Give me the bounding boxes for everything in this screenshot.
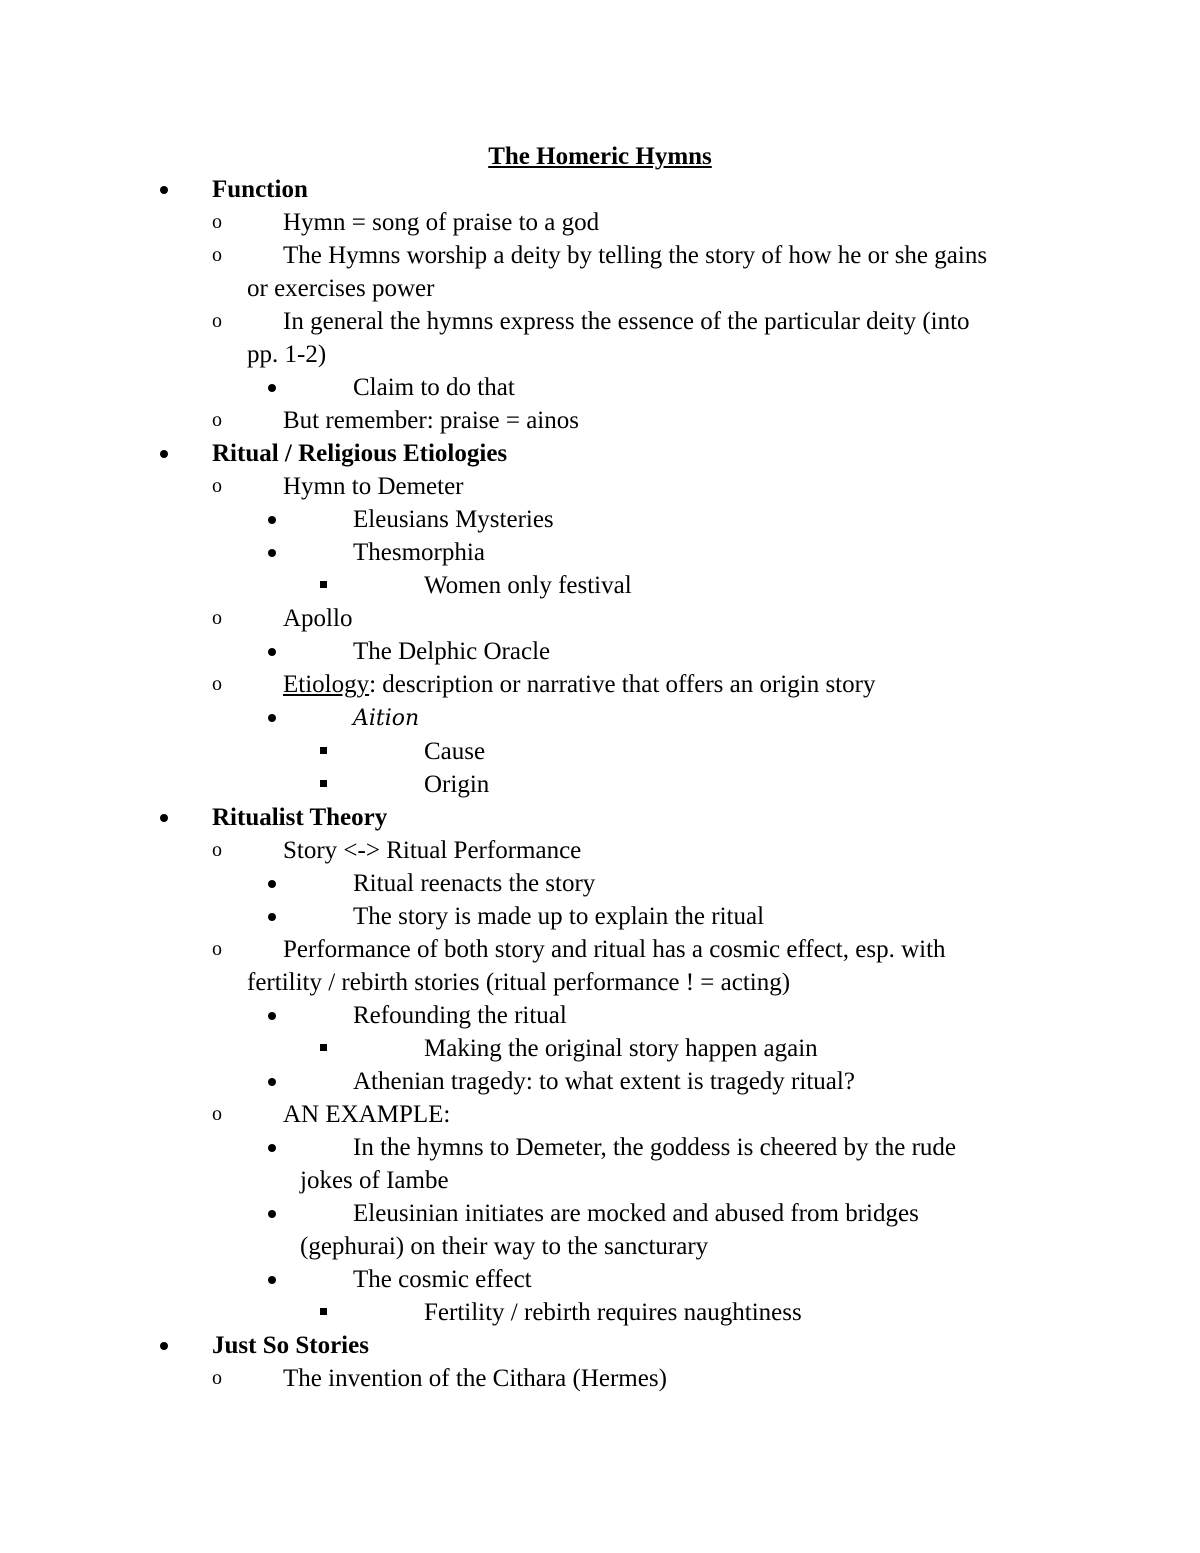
circle-bullet-icon: o xyxy=(212,244,222,266)
list-item xyxy=(0,834,1200,867)
list-item xyxy=(0,999,1200,1032)
circle-bullet-icon: o xyxy=(212,409,222,431)
bullet-icon xyxy=(266,503,278,536)
item-text: Aition xyxy=(353,706,420,731)
section-heading xyxy=(0,801,1200,834)
list-item xyxy=(0,701,1200,735)
item-text-continued: fertility / rebirth stories (ritual performance ! = acting) xyxy=(247,969,791,996)
item-text: Athenian tragedy: to what extent is tragedy ritual? xyxy=(353,1068,855,1095)
list-item xyxy=(0,503,1200,536)
list-item xyxy=(0,668,1200,701)
square-bullet-icon xyxy=(318,569,330,602)
section-heading xyxy=(0,1329,1200,1362)
item-text: Women only festival xyxy=(424,572,632,599)
list-item xyxy=(0,206,1200,239)
list-item xyxy=(0,536,1200,569)
list-item xyxy=(0,768,1200,801)
item-text: Eleusians Mysteries xyxy=(353,506,554,533)
list-item xyxy=(0,602,1200,635)
square-bullet-icon xyxy=(318,1296,330,1329)
item-text: Ritual / Religious Etiologies xyxy=(212,440,508,467)
item-text: But remember: praise = ainos xyxy=(283,407,579,434)
item-text-continued: (gephurai) on their way to the sancturary xyxy=(300,1233,709,1260)
item-text: Cause xyxy=(424,738,486,765)
list-item xyxy=(0,404,1200,437)
list-item xyxy=(0,1362,1200,1395)
list-item xyxy=(0,1197,1200,1263)
item-text: Ritual reenacts the story xyxy=(353,870,596,897)
bullet-icon xyxy=(266,900,278,933)
item-text: The Hymns worship a deity by telling the story of how he or she gains xyxy=(283,242,988,269)
bullet-icon xyxy=(266,999,278,1032)
section-heading xyxy=(0,437,1200,470)
item-text-continued: or exercises power xyxy=(247,275,435,302)
term: Etiology xyxy=(283,671,370,698)
item-text: Origin xyxy=(424,771,490,798)
list-item xyxy=(0,1296,1200,1329)
item-text: In general the hymns express the essence of the particular deity (into xyxy=(283,308,970,335)
item-text: The invention of the Cithara (Hermes) xyxy=(283,1365,667,1392)
square-bullet-icon xyxy=(318,1032,330,1065)
circle-bullet-icon: o xyxy=(212,211,222,233)
bullet-icon xyxy=(156,1329,170,1362)
circle-bullet-icon: o xyxy=(212,1367,222,1389)
bullet-icon xyxy=(266,867,278,900)
outline-list xyxy=(0,173,1200,1395)
item-text: Eleusinian initiates are mocked and abused from bridges xyxy=(353,1200,919,1227)
item-text: Hymn = song of praise to a god xyxy=(283,209,600,236)
item-text: Fertility / rebirth requires naughtiness xyxy=(424,1299,802,1326)
list-item xyxy=(0,1131,1200,1197)
item-text-continued: pp. 1-2) xyxy=(247,341,327,368)
list-item xyxy=(0,1098,1200,1131)
item-text: Function xyxy=(212,176,308,203)
bullet-icon xyxy=(156,437,170,470)
circle-bullet-icon: o xyxy=(212,839,222,861)
item-text: Thesmorphia xyxy=(353,539,485,566)
item-text: Refounding the ritual xyxy=(353,1002,567,1029)
bullet-icon xyxy=(266,1197,278,1230)
item-text: The story is made up to explain the ritual xyxy=(353,903,765,930)
list-item xyxy=(0,867,1200,900)
page-title: The Homeric Hymns xyxy=(488,143,712,170)
item-text: Performance of both story and ritual has a cosmic effect, esp. with xyxy=(283,936,946,963)
circle-bullet-icon: o xyxy=(212,607,222,629)
list-item xyxy=(0,1065,1200,1098)
item-text: Hymn to Demeter xyxy=(283,473,464,500)
section-heading xyxy=(0,173,1200,206)
list-item xyxy=(0,569,1200,602)
item-text: The cosmic effect xyxy=(353,1266,532,1293)
item-text: Claim to do that xyxy=(353,374,515,401)
item-text: The Delphic Oracle xyxy=(353,638,551,665)
list-item xyxy=(0,1263,1200,1296)
circle-bullet-icon: o xyxy=(212,1103,222,1125)
bullet-icon xyxy=(156,173,170,206)
bullet-icon xyxy=(156,801,170,834)
square-bullet-icon xyxy=(318,735,330,768)
bullet-icon xyxy=(266,536,278,569)
list-item xyxy=(0,371,1200,404)
list-item xyxy=(0,305,1200,371)
bullet-icon xyxy=(266,635,278,668)
item-text: Making the original story happen again xyxy=(424,1035,818,1062)
item-text: In the hymns to Demeter, the goddess is cheered by the rude xyxy=(353,1134,956,1161)
circle-bullet-icon: o xyxy=(212,673,222,695)
circle-bullet-icon: o xyxy=(212,310,222,332)
square-bullet-icon xyxy=(318,768,330,801)
list-item xyxy=(0,470,1200,503)
bullet-icon xyxy=(266,701,278,734)
item-text: Ritualist Theory xyxy=(212,804,388,831)
list-item xyxy=(0,735,1200,768)
item-text-continued: jokes of Iambe xyxy=(300,1167,449,1194)
circle-bullet-icon: o xyxy=(212,938,222,960)
item-text: : description or narrative that offers an origin story xyxy=(369,671,876,698)
list-item xyxy=(0,635,1200,668)
bullet-icon xyxy=(266,371,278,404)
bullet-icon xyxy=(266,1065,278,1098)
circle-bullet-icon: o xyxy=(212,475,222,497)
list-item xyxy=(0,900,1200,933)
item-text: Just So Stories xyxy=(212,1332,369,1359)
bullet-icon xyxy=(266,1131,278,1164)
item-text: Story <-> Ritual Performance xyxy=(283,837,582,864)
item-text: AN EXAMPLE: xyxy=(283,1101,451,1128)
list-item xyxy=(0,933,1200,999)
list-item xyxy=(0,239,1200,305)
item-text: Apollo xyxy=(283,605,353,632)
list-item xyxy=(0,1032,1200,1065)
bullet-icon xyxy=(266,1263,278,1296)
